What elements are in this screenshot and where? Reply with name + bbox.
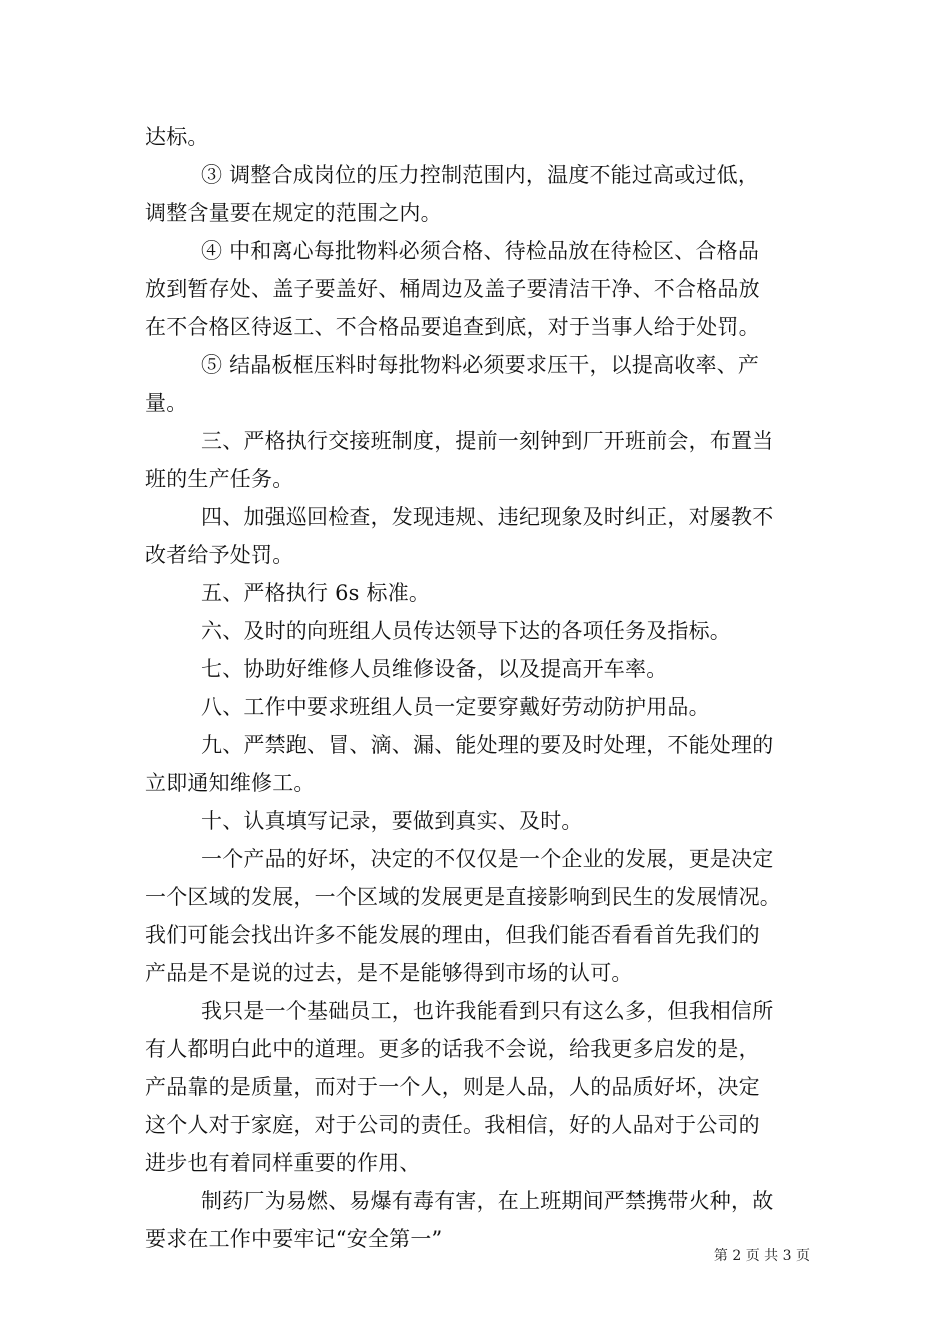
- text-line: 调整含量要在规定的范围之内。: [145, 201, 442, 225]
- text-line: 八、工作中要求班组人员一定要穿戴好劳动防护用品。: [201, 695, 710, 719]
- page-number: 第 2 页 共 3 页: [713, 1248, 810, 1264]
- text-line: 达标。: [145, 125, 209, 149]
- text-line: 改者给予处罚。: [145, 543, 294, 567]
- text-line: ④ 中和离心每批物料必须合格、待检品放在待检区、合格品: [201, 239, 760, 263]
- text-line: 有人都明白此中的道理。更多的话我不会说，给我更多启发的是，: [145, 1037, 760, 1061]
- text-line: 制药厂为易燃、易爆有毒有害，在上班期间严禁携带火种，故: [201, 1189, 774, 1213]
- text-line: 七、协助好维修人员维修设备，以及提高开车率。: [201, 657, 668, 681]
- text-line: 十、认真填写记录，要做到真实、及时。: [201, 809, 583, 833]
- text-line: 六、及时的向班组人员传达领导下达的各项任务及指标。: [201, 619, 731, 643]
- text-line: 立即通知维修工。: [145, 771, 315, 795]
- text-line: 我只是一个基础员工，也许我能看到只有这么多，但我相信所: [201, 999, 774, 1023]
- text-line: 三、严格执行交接班制度，提前一刻钟到厂开班前会，布置当: [201, 429, 774, 453]
- document-body: [145, 118, 825, 1258]
- text-line: 九、严禁跑、冒、滴、漏、能处理的要及时处理，不能处理的: [201, 733, 774, 757]
- text-line: 产品靠的是质量，而对于一个人，则是人品，人的品质好坏，决定: [145, 1075, 760, 1099]
- text-line: 班的生产任务。: [145, 467, 294, 491]
- text-line: 产品是不是说的过去，是不是能够得到市场的认可。: [145, 961, 633, 985]
- text-line: 一个区域的发展，一个区域的发展更是直接影响到民生的发展情况。: [145, 885, 781, 909]
- text-line: 进步也有着同样重要的作用、: [145, 1151, 421, 1175]
- text-line: 要求在工作中要牢记“安全第一”: [145, 1227, 443, 1251]
- text-line: 这个人对于家庭，对于公司的责任。我相信，好的人品对于公司的: [145, 1113, 760, 1137]
- text-line: 五、严格执行 6s 标准。: [201, 581, 431, 605]
- text-line: 量。: [145, 391, 188, 415]
- text-line: 放到暂存处、盖子要盖好、桶周边及盖子要清洁干净、不合格品放: [145, 277, 760, 301]
- text-line: 在不合格区待返工、不合格品要追查到底，对于当事人给于处罚。: [145, 315, 760, 339]
- text-line: ⑤ 结晶板框压料时每批物料必须要求压干，以提高收率、产: [201, 353, 760, 377]
- text-line: ③ 调整合成岗位的压力控制范围内，温度不能过高或过低，: [201, 163, 760, 187]
- text-line: 我们可能会找出许多不能发展的理由，但我们能否看看首先我们的: [145, 923, 760, 947]
- text-line: 四、加强巡回检查，发现违规、违纪现象及时纠正，对屡教不: [201, 505, 774, 529]
- text-line: 一个产品的好坏，决定的不仅仅是一个企业的发展，更是决定: [201, 847, 774, 871]
